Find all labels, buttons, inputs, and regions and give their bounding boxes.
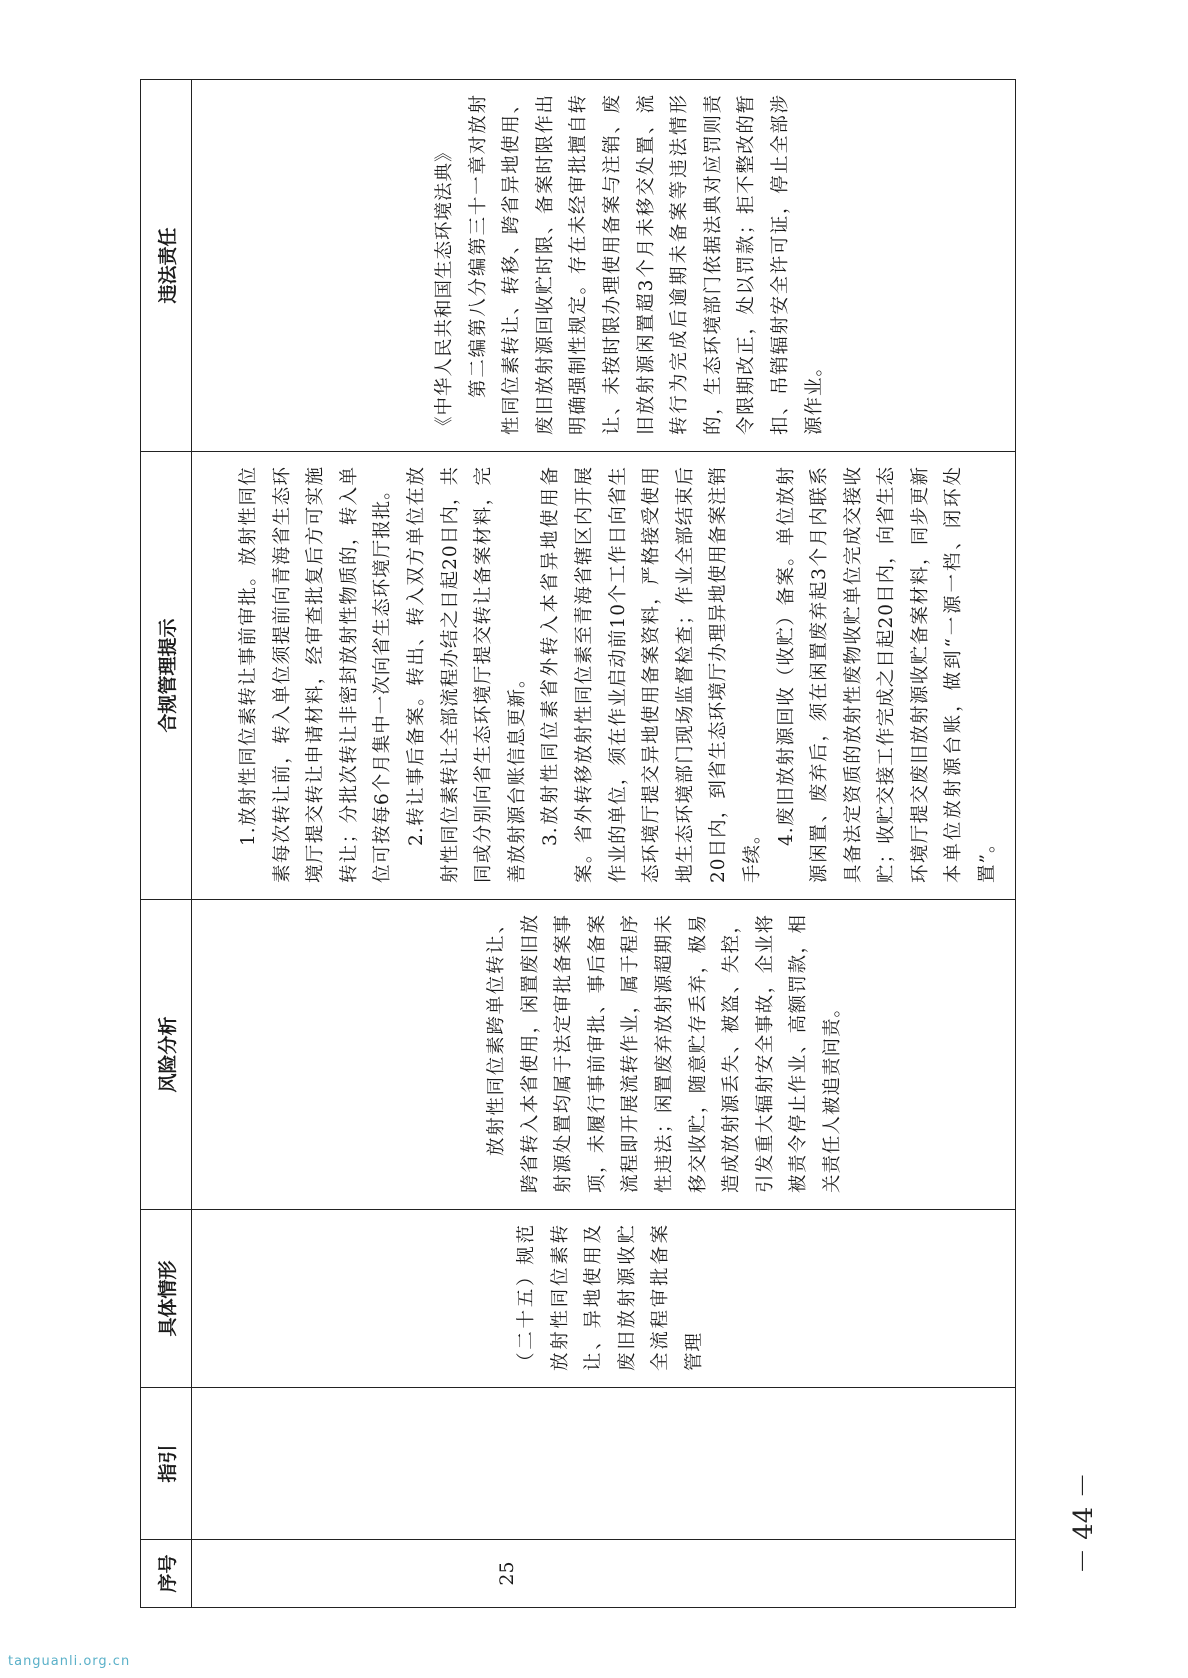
watermark: tanguanli.org.cn bbox=[8, 1654, 131, 1669]
page-number: － 44 － bbox=[1069, 1472, 1099, 1574]
header-liability: 违法责任 bbox=[141, 80, 192, 452]
liability-text: 第二编第八分编第三十一章对放射性同位素转让、转移、跨省异地使用、废旧放射源回收贮时限、备案时限作出明确强制性规定。存在未经审批擅自转让、未按时限办理使用备案与注销、废旧放射源闲置超3个月未移交处置、流转行为完成后逾期未备案等违法情形的，生态环境部门依据法典对应罚则责令限期改正，处以罚款；拒不整改的暂扣、吊销辐射安全许可证，停止全部涉源作业。 bbox=[467, 94, 825, 435]
cell-risk bbox=[192, 900, 1016, 1210]
rotated-page bbox=[140, 80, 999, 1608]
cell-liability bbox=[192, 80, 1016, 452]
cell-compliance bbox=[192, 452, 1016, 900]
compliance-table bbox=[140, 79, 1016, 1608]
header-compliance: 合规管理提示 bbox=[141, 452, 192, 900]
header-seq: 序号 bbox=[141, 1540, 192, 1608]
header-situation: 具体情形 bbox=[141, 1210, 192, 1388]
compliance-item-4: 4.废旧放射源回收（收贮）备案。单位放射源闲置、废弃后，须在闲置废弃起3个月内联系具备法定资质的放射性废物收贮单位完成交接收贮；收贮交接工作完成之日起20日内，向省生态环境厅提交废旧放射源收贮备案材料，同步更新本单位放射源台账，做到“一源一档、闭环处置”。 bbox=[775, 466, 999, 883]
situation-text: （二十五）规范放射性同位素转让、异地使用及废旧放射源收贮全流程审批备案管理 bbox=[516, 1224, 705, 1371]
liability-law-title: 《中华人民共和国生态环境法典》 bbox=[434, 142, 455, 435]
risk-text: 放射性同位素跨单位转让、跨省转入本省使用，闲置废旧放射源处置均属于法定审批备案事项，未履行事前审批、事后备案流程即开展流转作业，属于程序性违法；闲置废弃放射源超期未移交收贮，随意贮存丢弃，极易造成放射源丢失、被盗、失控，引发重大辐射安全事故，企业将被责令停止作业、高额罚款，相关责任人被追责问责。 bbox=[486, 914, 843, 1193]
row-number: 25 bbox=[496, 1561, 518, 1586]
compliance-item-2: 2.转让事后备案。转出、转入双方单位在放射性同位素转让全部流程办结之日起20日内，共同或分别向省生态环境厅提交转让备案材料，完善放射源台账信息更新。 bbox=[405, 466, 528, 883]
header-guide: 指引 bbox=[141, 1388, 192, 1540]
cell-guide bbox=[192, 1388, 1016, 1540]
table-row bbox=[192, 80, 1016, 1608]
compliance-item-1: 1.放射性同位素转让事前审批。放射性同位素每次转让前，转入单位须提前向青海省生态环境厅提交转让申请材料，经审查批复后方可实施转让；分批次转让非密封放射性物质的，转入单位可按每6个月集中一次向省生态环境厅报批。 bbox=[238, 466, 394, 883]
cell-seq bbox=[192, 1540, 1016, 1608]
header-risk: 风险分析 bbox=[141, 900, 192, 1210]
compliance-item-3: 3.放射性同位素省外转入本省异地使用备案。省外转移放射性同位素至青海省辖区内开展作业的单位，须在作业启动前10个工作日向省生态环境厅提交异地使用备案资料，严格接受使用地生态环境部门现场监督检查；作业全部结束后20日内，到省生态环境厅办理异地使用备案注销手续。 bbox=[540, 466, 763, 883]
cell-situation bbox=[192, 1210, 1016, 1388]
guide-text bbox=[192, 1388, 216, 1539]
table-header-row bbox=[141, 80, 192, 1608]
